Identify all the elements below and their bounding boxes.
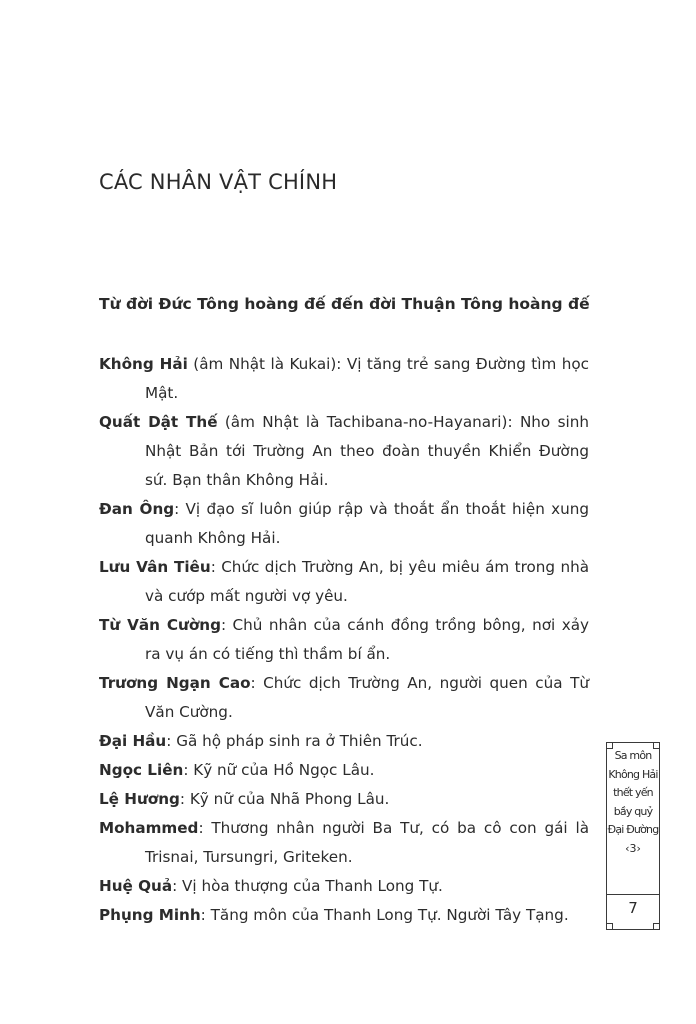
character-entry [99, 756, 589, 785]
character-description: : Chức dịch Trường An, người quen của Từ Văn Cường. [145, 674, 590, 721]
character-name: Quất Dật Thế [99, 413, 218, 431]
book-title-line: bầy quỷ [613, 804, 653, 818]
frame-corner [606, 923, 613, 930]
character-name: Đan Ông [99, 500, 175, 518]
character-name: Từ Văn Cường [99, 616, 221, 634]
character-name: Lưu Vân Tiêu [99, 558, 211, 576]
character-name: Ngọc Liên [99, 761, 184, 779]
character-description: : Chủ nhân của cánh đồng trồng bông, nơi xảy ra vụ án có tiếng thì thầm bí ẩn. [145, 616, 590, 663]
frame-corner [653, 923, 660, 930]
character-entry [99, 785, 589, 814]
tab-divider [607, 894, 659, 895]
page-number: 7 [628, 899, 638, 917]
character-entry [99, 495, 589, 553]
page-heading: CÁC NHÂN VẬT CHÍNH [99, 170, 338, 194]
section-subheading: Từ đời Đức Tông hoàng đế đến đời Thuận Tông hoàng đế [99, 295, 590, 313]
character-entry [99, 553, 589, 611]
book-title [607, 747, 659, 858]
character-name: Phụng Minh [99, 906, 201, 924]
book-title-tab [606, 742, 660, 930]
character-name: Không Hải [99, 355, 188, 373]
book-title-line: Sa môn [614, 749, 652, 762]
book-title-line: thết yến [613, 786, 653, 799]
character-description: : Vị đạo sĩ luôn giúp rập và thoắt ẩn thoắt hiện xung quanh Không Hải. [145, 500, 589, 547]
character-entry [99, 814, 589, 872]
character-description: (âm Nhật là Tachibana-no-Hayanari): Nho sinh Nhật Bản tới Trường An theo đoàn thuyền Khiển Đường sứ. Bạn thân Không Hải. [145, 413, 589, 489]
character-description: : Tăng môn của Thanh Long Tự. Người Tây Tạng. [200, 906, 569, 924]
character-description: : Chức dịch Trường An, bị yêu miêu ám trong nhà và cướp mất người vợ yêu. [145, 558, 589, 605]
character-entry [99, 872, 589, 901]
character-description: : Kỹ nữ của Nhã Phong Lâu. [179, 790, 390, 808]
book-title-line: Đại Đường [607, 823, 659, 836]
character-description: : Vị hòa thượng của Thanh Long Tự. [172, 877, 443, 895]
character-entry [99, 901, 589, 930]
character-entry [99, 408, 589, 495]
character-list [99, 350, 589, 930]
character-name: Huệ Quả [99, 877, 173, 895]
character-entry [99, 727, 589, 756]
book-title-line: Không Hải [608, 767, 658, 781]
character-description: (âm Nhật là Kukai): Vị tăng trẻ sang Đường tìm học Mật. [145, 355, 589, 402]
character-name: Mohammed [99, 819, 199, 837]
character-name: Đại Hầu [99, 732, 167, 750]
character-description: : Gã hộ pháp sinh ra ở Thiên Trúc. [166, 732, 423, 750]
character-entry [99, 611, 589, 669]
character-description: : Kỹ nữ của Hồ Ngọc Lâu. [183, 761, 375, 779]
character-entry [99, 350, 589, 408]
character-description: : Thương nhân người Ba Tư, có ba cô con gái là Trisnai, Tursungri, Griteken. [145, 819, 589, 866]
volume-number: ‹3› [625, 841, 641, 855]
character-name: Trương Ngạn Cao [99, 674, 251, 692]
character-entry [99, 669, 589, 727]
character-name: Lệ Hương [99, 790, 180, 808]
